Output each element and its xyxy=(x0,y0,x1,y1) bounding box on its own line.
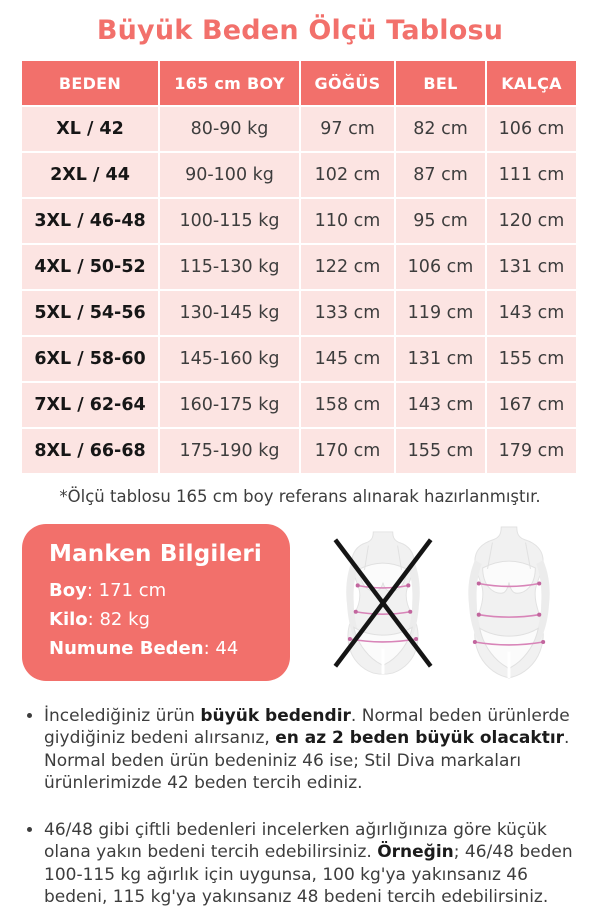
table-row xyxy=(21,152,577,198)
table-cell-chest: 145 cm xyxy=(300,336,395,382)
size-chart-page xyxy=(0,15,600,915)
table-cell-waist: 131 cm xyxy=(395,336,486,382)
table-cell-weight: 90-100 kg xyxy=(159,152,300,198)
model-weight-line xyxy=(49,605,270,634)
note-item-double-sizes xyxy=(44,819,580,908)
table-cell-size: 6XL / 58-60 xyxy=(21,336,159,382)
table-cell-weight: 145-160 kg xyxy=(159,336,300,382)
note-text: ; 46/48 beden 100-115 kg ağırlık için uygunsa, 100 kg'ya yakınsanız 46 bedeni, 115 kg'ya yakınsanız 48 bedeni tercih edebilirsiniz. xyxy=(44,842,573,907)
note-text: İncelediğiniz ürün xyxy=(44,706,201,726)
table-cell-chest: 110 cm xyxy=(300,198,395,244)
model-info-card xyxy=(22,524,290,681)
table-cell-weight: 80-90 kg xyxy=(159,106,300,152)
body-figures xyxy=(290,525,582,681)
table-row xyxy=(21,198,577,244)
table-cell-hip: 179 cm xyxy=(486,428,577,474)
table-cell-hip: 143 cm xyxy=(486,290,577,336)
note-text: 46/48 gibi çiftli bedenleri incelerken ağırlığınıza göre küçük olana yakın bedeni tercih edebilirsiniz. xyxy=(44,820,547,863)
table-row xyxy=(21,428,577,474)
table-cell-waist: 155 cm xyxy=(395,428,486,474)
note-text: . Normal beden ürünlerde giydiğiniz bedeni alırsanız, xyxy=(44,706,570,749)
model-weight-label: Kilo xyxy=(49,609,88,630)
plus-size-body-icon xyxy=(455,525,563,681)
table-cell-size: 5XL / 54-56 xyxy=(21,290,159,336)
table-cell-size: 7XL / 62-64 xyxy=(21,382,159,428)
table-cell-chest: 102 cm xyxy=(300,152,395,198)
note-text-bold: büyük bedendir xyxy=(200,706,351,726)
table-cell-chest: 133 cm xyxy=(300,290,395,336)
table-cell-chest: 97 cm xyxy=(300,106,395,152)
table-row xyxy=(21,290,577,336)
model-height-label: Boy xyxy=(49,580,87,601)
table-cell-waist: 106 cm xyxy=(395,244,486,290)
model-height-line xyxy=(49,576,270,605)
model-sample-size-line xyxy=(49,634,270,663)
model-height-value: : 171 cm xyxy=(86,580,167,601)
table-cell-waist: 87 cm xyxy=(395,152,486,198)
table-cell-hip: 106 cm xyxy=(486,106,577,152)
table-header-row xyxy=(21,60,577,106)
table-cell-weight: 160-175 kg xyxy=(159,382,300,428)
table-cell-waist: 119 cm xyxy=(395,290,486,336)
table-cell-size: 8XL / 66-68 xyxy=(21,428,159,474)
table-row xyxy=(21,336,577,382)
table-cell-size: 3XL / 46-48 xyxy=(21,198,159,244)
notes-list xyxy=(26,705,580,908)
table-cell-hip: 120 cm xyxy=(486,198,577,244)
header-bel: BEL xyxy=(395,60,486,106)
note-text-bold: Örneğin xyxy=(377,842,454,863)
header-gogus: GÖĞÜS xyxy=(300,60,395,106)
note-item-plus-size xyxy=(44,705,580,794)
table-cell-chest: 122 cm xyxy=(300,244,395,290)
table-cell-hip: 111 cm xyxy=(486,152,577,198)
table-cell-chest: 170 cm xyxy=(300,428,395,474)
note-text: . Normal beden ürün bedeniniz 46 ise; Stil Diva markaları ürünlerimizde 42 beden tercih ediniz. xyxy=(44,728,570,793)
header-kalca: KALÇA xyxy=(486,60,577,106)
table-cell-waist: 143 cm xyxy=(395,382,486,428)
model-info-title: Manken Bilgileri xyxy=(49,541,262,567)
header-boy: 165 cm BOY xyxy=(159,60,300,106)
table-cell-waist: 82 cm xyxy=(395,106,486,152)
table-footnote: *Ölçü tablosu 165 cm boy referans alınarak hazırlanmıştır. xyxy=(59,487,541,506)
table-cell-chest: 158 cm xyxy=(300,382,395,428)
table-cell-size: 4XL / 50-52 xyxy=(21,244,159,290)
model-info-section xyxy=(0,524,600,681)
table-cell-size: 2XL / 44 xyxy=(21,152,159,198)
table-cell-weight: 130-145 kg xyxy=(159,290,300,336)
table-row xyxy=(21,106,577,152)
table-cell-hip: 167 cm xyxy=(486,382,577,428)
model-sample-size-label: Numune Beden xyxy=(49,638,204,659)
model-weight-value: : 82 kg xyxy=(87,609,150,630)
table-cell-weight: 100-115 kg xyxy=(159,198,300,244)
model-sample-size-value: : 44 xyxy=(203,638,239,659)
table-cell-weight: 175-190 kg xyxy=(159,428,300,474)
size-table xyxy=(20,59,578,475)
slim-body-crossed-icon xyxy=(331,530,435,676)
table-cell-hip: 131 cm xyxy=(486,244,577,290)
table-row xyxy=(21,382,577,428)
table-row xyxy=(21,244,577,290)
page-title: Büyük Beden Ölçü Tablosu xyxy=(96,15,504,46)
note-text-bold: en az 2 beden büyük olacaktır xyxy=(275,728,565,749)
table-cell-size: XL / 42 xyxy=(21,106,159,152)
table-cell-waist: 95 cm xyxy=(395,198,486,244)
table-cell-weight: 115-130 kg xyxy=(159,244,300,290)
header-beden: BEDEN xyxy=(21,60,159,106)
table-cell-hip: 155 cm xyxy=(486,336,577,382)
